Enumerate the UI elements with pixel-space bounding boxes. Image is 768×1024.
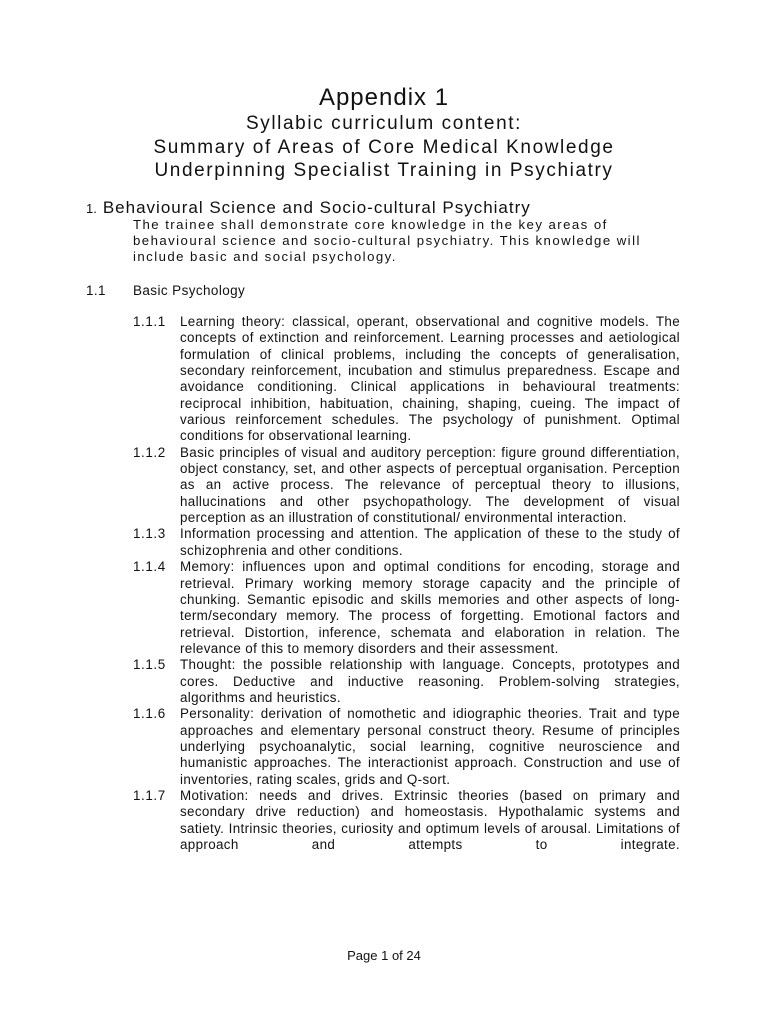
item-number: 1.1.7	[133, 787, 166, 803]
subtitle-line-1: Syllabic curriculum content:	[245, 113, 523, 134]
list-item	[133, 445, 680, 527]
subsection-number: 1.1	[86, 283, 106, 298]
item-number: 1.1.3	[133, 526, 166, 542]
item-number: 1.1.5	[133, 657, 166, 673]
subtitle-line-2: Summary of Areas of Core Medical Knowledge	[153, 136, 615, 158]
item-text: Memory: influences upon and optimal conditions for encoding, storage and retrieval. Primary working memory storage capacity and the principle of chunking. Semantic episodic and skills memories and other aspects of long-term/secondary memory. The process of forgetting. Emotional factors and retrieval. Distortion, inference, schemata and elaboration in relation. The relevance of this to memory disorders and their assessment.	[180, 559, 680, 656]
subtitle-line-3: Underpinning Specialist Training in Psychiatry	[154, 160, 614, 181]
item-text: Motivation: needs and drives. Extrinsic theories (based on primary and secondary drive reduction) and homeostasis. Hypothalamic systems and satiety. Intrinsic theories, curiosity and optimum levels of arousal. Limitations of approach and attempts to integrate.	[180, 787, 680, 852]
item-number: 1.1.4	[133, 559, 166, 575]
list-item	[133, 526, 680, 559]
item-text: Thought: the possible relationship with language. Concepts, prototypes and cores. Deductive and inductive reasoning. Problem-solving strategies, algorithms and heuristics.	[180, 657, 680, 705]
section-number: 1.	[86, 201, 97, 216]
title-block	[0, 84, 768, 183]
item-text: Personality: derivation of nomothetic and idiographic theories. Trait and type approaches and elementary personal construct theory. Resume of principles underlying psychoanalytic, social learning, cognitive neuroscience and humanistic approaches. The interactionist approach. Construction and use of inventories, rating scales, grids and Q-sort.	[180, 706, 680, 787]
list-item	[133, 706, 680, 788]
item-list	[133, 314, 680, 853]
item-text: Basic principles of visual and auditory perception: figure ground differentiation, object constancy, set, and other aspects of perceptual organisation. Perception as an active process. The relevance of perceptual theory to illusions, hallucinations and other psychopathology. The development of visual perception as an illustration of constitutional/ environmental interaction.	[180, 444, 680, 526]
list-item	[133, 788, 680, 853]
section-heading	[86, 198, 531, 219]
item-text: Learning theory: classical, operant, observational and cognitive models. The concepts of extinction and reinforcement. Learning processes and aetiological formulation of clinical problems, including the concepts of generalisation, secondary reinforcement, incubation and stimulus preparedness. Escape and avoidance conditioning. Clinical applications in behavioural treatments: reciprocal inhibition, habituation, chaining, shaping, cueing. The impact of various reinforcement schedules. The psychology of punishment. Optimal conditions for observational learning.	[180, 314, 680, 444]
section-intro: The trainee shall demonstrate core knowledge in the key areas of behavioural science and socio-cultural psychiatry. This knowledge will include basic and social psychology.	[133, 217, 641, 264]
appendix-title: Appendix 1	[318, 84, 450, 111]
subsection-heading	[86, 283, 245, 299]
item-number: 1.1.6	[133, 706, 166, 722]
list-item	[133, 657, 680, 706]
item-text: Information processing and attention. The application of these to the study of schizophrenia and other conditions.	[180, 526, 680, 558]
item-number: 1.1.1	[133, 314, 166, 329]
list-item	[133, 314, 680, 445]
item-number: 1.1.2	[133, 444, 166, 460]
subsection-title: Basic Psychology	[133, 283, 246, 298]
page-number: Page 1 of 24	[347, 948, 421, 963]
list-item	[133, 559, 680, 657]
section-title: Behavioural Science and Socio-cultural Psychiatry	[102, 198, 531, 217]
